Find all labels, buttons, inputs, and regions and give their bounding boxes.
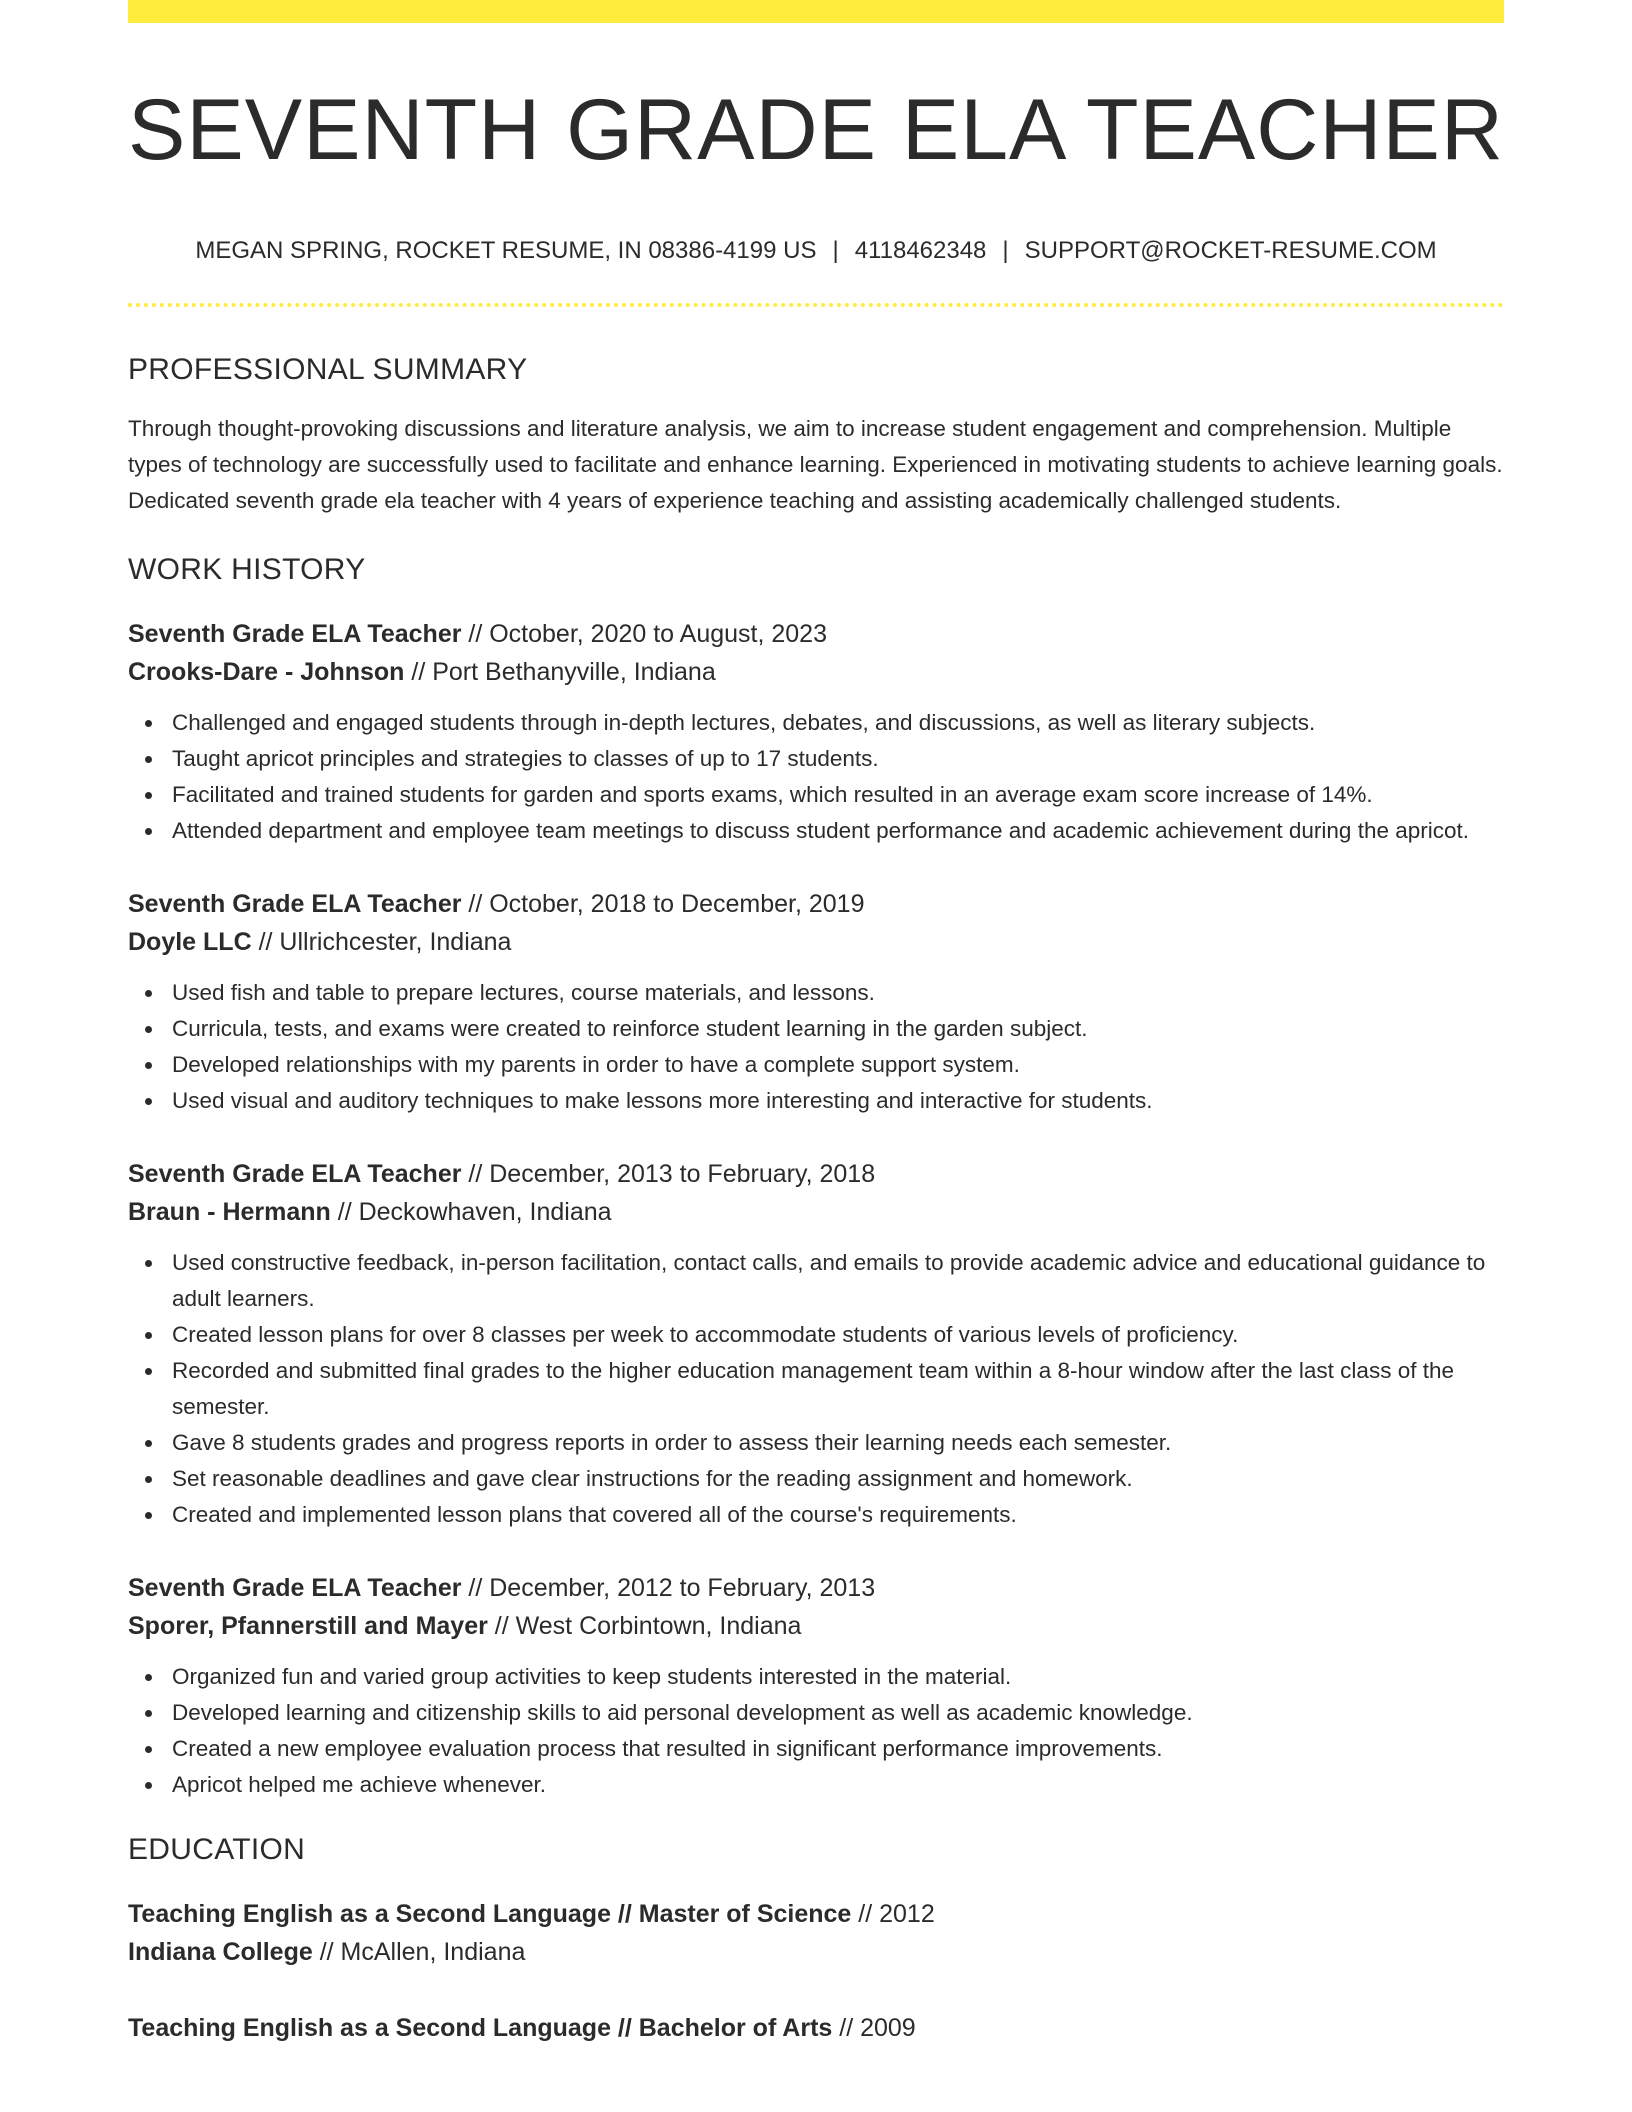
job-title: Seventh Grade ELA Teacher xyxy=(128,890,462,918)
job-title-line xyxy=(128,1155,1504,1193)
job-bullet: Used fish and table to prepare lectures, course materials, and lessons. xyxy=(172,975,1504,1011)
degree-name: Teaching English as a Second Language // Master of Science xyxy=(128,1900,852,1928)
degree-line xyxy=(128,1895,1504,1933)
school-line xyxy=(128,1933,1504,1971)
job-title: Seventh Grade ELA Teacher xyxy=(128,620,462,648)
job-bullet: Challenged and engaged students through in-depth lectures, debates, and discussions, as well as literary subjects. xyxy=(172,705,1504,741)
job-dates: // October, 2018 to December, 2019 xyxy=(461,890,865,918)
job-bullets xyxy=(128,1245,1504,1533)
contact-phone: 4118462348 xyxy=(854,237,987,264)
degree-line xyxy=(128,2009,1504,2047)
job-company: Sporer, Pfannerstill and Mayer xyxy=(128,1612,488,1640)
job-company: Doyle LLC xyxy=(128,928,252,956)
education-heading: EDUCATION xyxy=(128,1833,306,1866)
job-dates: // December, 2012 to February, 2013 xyxy=(461,1574,876,1602)
job-bullet: Developed relationships with my parents in order to have a complete support system. xyxy=(172,1047,1504,1083)
job-bullet: Created a new employee evaluation process that resulted in significant performance improvements. xyxy=(172,1731,1504,1767)
degree-year: // 2009 xyxy=(832,2014,916,2042)
job-bullet: Created lesson plans for over 8 classes per week to accommodate students of various levels of proficiency. xyxy=(172,1317,1504,1353)
contact-separator: | xyxy=(832,237,839,264)
summary-heading: PROFESSIONAL SUMMARY xyxy=(128,353,528,386)
job-bullet: Used constructive feedback, in-person facilitation, contact calls, and emails to provide academic advice and educational guidance to adult learners. xyxy=(172,1245,1504,1317)
job-title-line xyxy=(128,885,1504,923)
job-entry xyxy=(128,1569,1504,1803)
job-bullet: Used visual and auditory techniques to make lessons more interesting and interactive for students. xyxy=(172,1083,1504,1119)
education-entry xyxy=(128,1895,1504,1971)
job-company-line xyxy=(128,653,1504,691)
job-location: // Ullrichcester, Indiana xyxy=(251,928,512,956)
contact-separator: | xyxy=(1002,237,1009,264)
job-bullets xyxy=(128,975,1504,1119)
contact-email: SUPPORT@ROCKET-RESUME.COM xyxy=(1024,237,1437,264)
job-bullet: Developed learning and citizenship skills to aid personal development as well as academic knowledge. xyxy=(172,1695,1504,1731)
degree-year: // 2012 xyxy=(851,1900,935,1928)
contact-address: MEGAN SPRING, ROCKET RESUME, IN 08386-4199 US xyxy=(195,237,817,264)
work-history-heading: WORK HISTORY xyxy=(128,553,366,586)
school-location: // McAllen, Indiana xyxy=(312,1938,526,1966)
dotted-divider xyxy=(128,303,1504,307)
job-bullet: Apricot helped me achieve whenever. xyxy=(172,1767,1504,1803)
contact-line xyxy=(128,237,1504,265)
job-entry xyxy=(128,615,1504,849)
resume-page xyxy=(128,0,1504,2047)
job-location: // Port Bethanyville, Indiana xyxy=(404,658,716,686)
top-accent-bar xyxy=(128,0,1504,23)
job-location: // Deckowhaven, Indiana xyxy=(330,1198,612,1226)
job-company: Braun - Hermann xyxy=(128,1198,331,1226)
job-bullet: Set reasonable deadlines and gave clear instructions for the reading assignment and homework. xyxy=(172,1461,1504,1497)
job-bullet: Attended department and employee team meetings to discuss student performance and academic achievement during the apricot. xyxy=(172,813,1504,849)
job-company-line xyxy=(128,1193,1504,1231)
job-company-line xyxy=(128,1607,1504,1645)
job-bullet: Gave 8 students grades and progress reports in order to assess their learning needs each semester. xyxy=(172,1425,1504,1461)
job-bullet: Taught apricot principles and strategies to classes of up to 17 students. xyxy=(172,741,1504,777)
job-title: Seventh Grade ELA Teacher xyxy=(128,1160,462,1188)
job-location: // West Corbintown, Indiana xyxy=(487,1612,802,1640)
job-bullets xyxy=(128,1659,1504,1803)
job-bullets xyxy=(128,705,1504,849)
job-bullet: Facilitated and trained students for garden and sports exams, which resulted in an average exam score increase of 14%. xyxy=(172,777,1504,813)
job-title-line xyxy=(128,615,1504,653)
job-company-line xyxy=(128,923,1504,961)
job-dates: // December, 2013 to February, 2018 xyxy=(461,1160,876,1188)
resume-title: SEVENTH GRADE ELA TEACHER xyxy=(128,82,1504,178)
job-entry xyxy=(128,1155,1504,1533)
education-entry xyxy=(128,2009,1504,2047)
summary-text: Through thought-provoking discussions and literature analysis, we aim to increase student engagement and comprehension. Multiple types of technology are successfully used to facilitate and enhance learning. Experienced in motivating students to achieve learning goals. Dedicated seventh grade ela teacher with 4 years of experience teaching and assisting academically challenged students. xyxy=(128,416,1503,513)
job-bullet: Recorded and submitted final grades to the higher education management team within a 8-hour window after the last class of the semester. xyxy=(172,1353,1504,1425)
job-entry xyxy=(128,885,1504,1119)
job-title: Seventh Grade ELA Teacher xyxy=(128,1574,462,1602)
job-bullet: Organized fun and varied group activities to keep students interested in the material. xyxy=(172,1659,1504,1695)
job-bullet: Created and implemented lesson plans that covered all of the course's requirements. xyxy=(172,1497,1504,1533)
job-bullet: Curricula, tests, and exams were created to reinforce student learning in the garden subject. xyxy=(172,1011,1504,1047)
school-name: Indiana College xyxy=(128,1938,313,1966)
job-dates: // October, 2020 to August, 2023 xyxy=(461,620,827,648)
job-company: Crooks-Dare - Johnson xyxy=(128,658,405,686)
degree-name: Teaching English as a Second Language // Bachelor of Arts xyxy=(128,2014,833,2042)
job-title-line xyxy=(128,1569,1504,1607)
